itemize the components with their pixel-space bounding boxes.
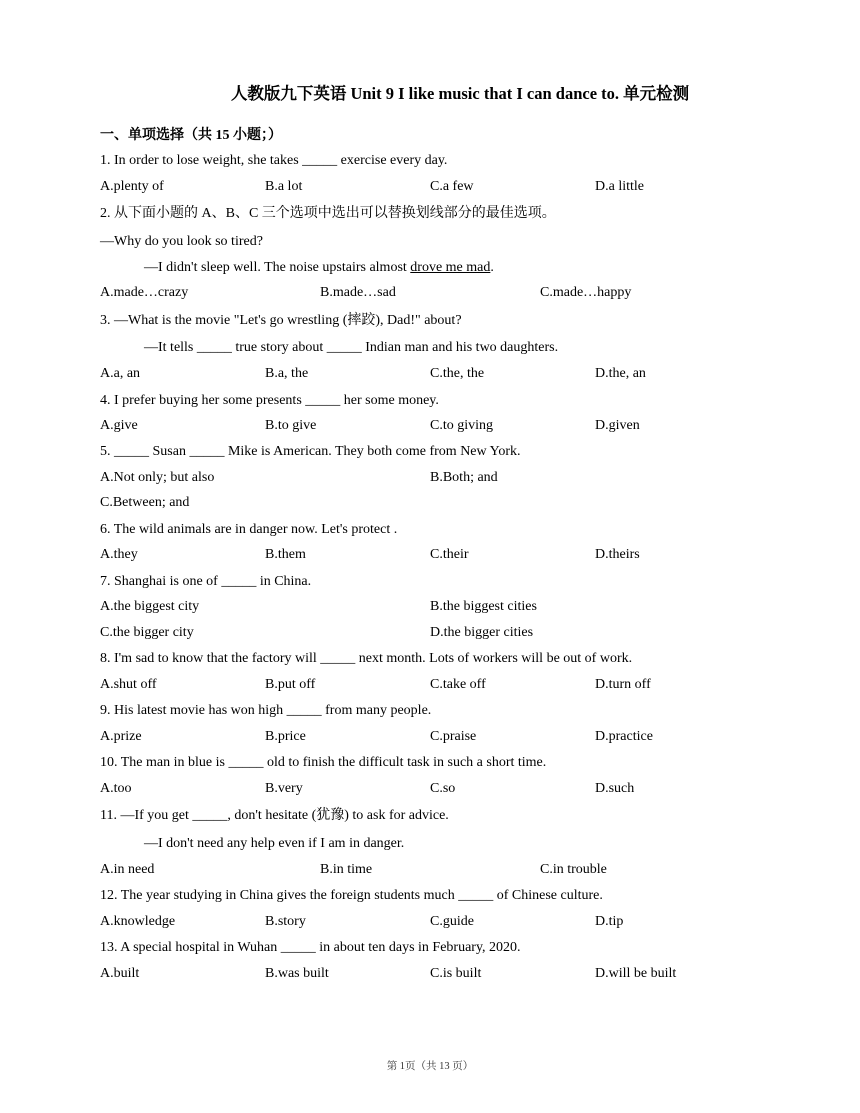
question-11-option-a: A.in need: [100, 862, 155, 877]
question-3-option-b: B.a, the: [265, 366, 309, 381]
question-12-option-b: B.story: [265, 914, 306, 929]
question-4-option-d: D.given: [595, 418, 640, 433]
question-2-dialogue-2-pre: —I didn't sleep well. The noise upstairs almost: [144, 260, 411, 275]
question-7-option-d: D.the bigger cities: [430, 625, 534, 640]
question-3-option-a: A.a, an: [100, 366, 141, 381]
question-6-option-b: B.them: [265, 547, 306, 562]
question-6-option-c: C.their: [430, 547, 469, 562]
question-2-underlined-phrase: drove me mad: [410, 260, 491, 275]
question-2-option-c: C.made…happy: [540, 285, 632, 300]
page-footer: 第 1页（共 13 页）: [386, 1061, 474, 1072]
question-5-option-c: C.Between; and: [100, 495, 190, 510]
question-2-stem: 2. 从下面小题的 A、B、C 三个选项中选出可以替换划线部分的最佳选项。: [100, 206, 556, 221]
question-9-option-c: C.praise: [430, 729, 477, 744]
question-9-option-a: A.prize: [100, 729, 142, 744]
question-5-option-a: A.Not only; but also: [100, 470, 215, 485]
question-2-option-b: B.made…sad: [320, 285, 396, 300]
question-13-option-d: D.will be built: [595, 966, 677, 981]
question-11-option-c: C.in trouble: [540, 862, 607, 877]
question-4-option-a: A.give: [100, 418, 138, 433]
question-10-option-b: B.very: [265, 781, 303, 796]
question-2-dialogue-2-post: .: [490, 260, 494, 275]
question-7-stem: 7. Shanghai is one of _____ in China.: [100, 574, 312, 589]
question-5-stem: 5. _____ Susan _____ Mike is American. They both come from New York.: [100, 444, 521, 459]
question-1-option-a: A.plenty of: [100, 179, 164, 194]
question-10-option-c: C.so: [430, 781, 456, 796]
question-1-option-d: D.a little: [595, 179, 644, 194]
question-8-stem: 8. I'm sad to know that the factory will _____ next month. Lots of workers will be out of work.: [100, 651, 633, 666]
question-9-option-d: D.practice: [595, 729, 653, 744]
question-6-option-a: A.they: [100, 547, 138, 562]
question-8-option-b: B.put off: [265, 677, 316, 692]
question-1-option-b: B.a lot: [265, 179, 303, 194]
question-12-option-d: D.tip: [595, 914, 624, 929]
document-title: 人教版九下英语 Unit 9 I like music that I can dance to. 单元检测: [230, 84, 690, 103]
question-3-option-d: D.the, an: [595, 366, 646, 381]
section-heading: 一、单项选择（共 15 小题；）: [100, 128, 282, 143]
question-2-option-a: A.made…crazy: [100, 285, 189, 300]
question-12-stem: 12. The year studying in China gives the foreign students much _____ of Chinese culture.: [100, 888, 603, 903]
question-3-option-c: C.the, the: [430, 366, 485, 381]
question-4-stem: 4. I prefer buying her some presents _____ her some money.: [100, 393, 439, 408]
question-10-option-d: D.such: [595, 781, 635, 796]
question-6-stem: 6. The wild animals are in danger now. Let's protect .: [100, 522, 398, 537]
question-11-dialogue-1: —I don't need any help even if I am in danger.: [144, 836, 405, 851]
question-3-stem: 3. —What is the movie "Let's go wrestling (摔跤), Dad!" about?: [100, 313, 462, 328]
question-13-option-a: A.built: [100, 966, 140, 981]
question-7-option-a: A.the biggest city: [100, 599, 200, 614]
question-7-option-c: C.the bigger city: [100, 625, 194, 640]
question-4-option-b: B.to give: [265, 418, 317, 433]
question-13-stem: 13. A special hospital in Wuhan _____ in about ten days in February, 2020.: [100, 940, 521, 955]
question-1-stem: 1. In order to lose weight, she takes _____ exercise every day.: [100, 153, 448, 168]
question-12-option-c: C.guide: [430, 914, 474, 929]
question-11-option-b: B.in time: [320, 862, 373, 877]
question-2-dialogue-1: —Why do you look so tired?: [100, 234, 263, 249]
question-13-option-b: B.was built: [265, 966, 329, 981]
question-10-option-a: A.too: [100, 781, 132, 796]
question-8-option-c: C.take off: [430, 677, 486, 692]
question-13-option-c: C.is built: [430, 966, 482, 981]
question-9-option-b: B.price: [265, 729, 306, 744]
question-7-option-b: B.the biggest cities: [430, 599, 537, 614]
question-6-option-d: D.theirs: [595, 547, 640, 562]
question-12-option-a: A.knowledge: [100, 914, 176, 929]
question-3-dialogue-1: —It tells _____ true story about _____ Indian man and his two daughters.: [144, 340, 559, 355]
question-8-option-a: A.shut off: [100, 677, 157, 692]
question-1-option-c: C.a few: [430, 179, 474, 194]
question-10-stem: 10. The man in blue is _____ old to finish the difficult task in such a short time.: [100, 755, 547, 770]
question-11-stem: 11. —If you get _____, don't hesitate (犹豫) to ask for advice.: [100, 808, 449, 823]
question-2-dialogue-2: [144, 259, 494, 277]
question-5-option-b: B.Both; and: [430, 470, 498, 485]
question-9-stem: 9. His latest movie has won high _____ from many people.: [100, 703, 432, 718]
question-4-option-c: C.to giving: [430, 418, 494, 433]
question-8-option-d: D.turn off: [595, 677, 651, 692]
